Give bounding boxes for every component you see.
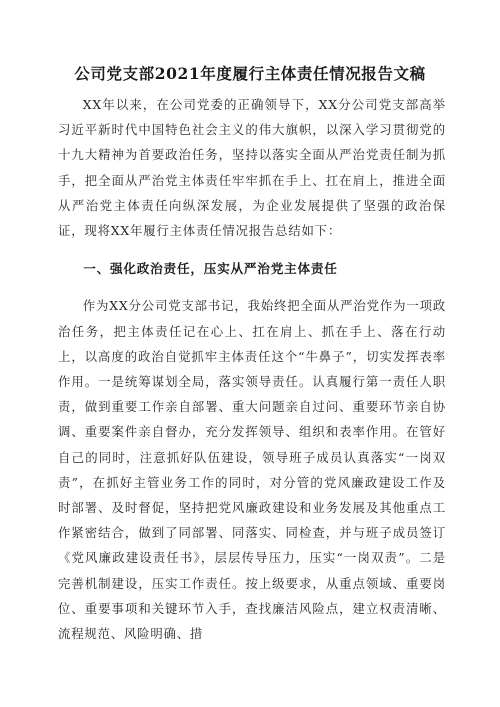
document-body: [58, 92, 446, 646]
section-heading: 一、强化政治责任，压实从严治党主体责任: [83, 261, 338, 277]
section-paragraph: 作为XX分公司党支部书记，我始终把全面从严治党作为一项政治任务，把主体责任记在心上、扛在肩上、抓在手上、落在行动上，以高度的政治自觉抓牢主体责任这个“牛鼻子”，切实发挥表率作用。一是统筹谋划全局，落实领导责任。认真履行第一责任人职责，做到重要工作亲自部署、重大问题亲自过问、重要环节亲自协调、重要案件亲自督办，充分发挥领导、组织和表率作用。在管好自己的同时，注意抓好队伍建设，领导班子成员认真落实“一岗双责”，在抓好主管业务工作的同时，对分管的党风廉政建设工作及时部署、及时督促，坚持把党风廉政建设和业务发展及其他重点工作紧密结合，做到了同部署、同落实、同检查，并与班子成员签订《党风廉政建设责任书》，层层传导压力，压实“一岗双责”。二是完善机制建设，压实工作责任。按上级要求，从重点领域、重要岗位、重要事项和关键环节入手，查找廉洁风险点，建立权责清晰、流程规范、风险明确、措: [58, 298, 446, 642]
intro-paragraph: XX年以来，在公司党委的正确领导下，XX分公司党支部高举习近平新时代中国特色社会主义的伟大旗帜，以深入学习贯彻党的十九大精神为首要政治任务，坚持以落实全面从严治党责任制为抓手，把全面从严治党主体责任牢牢抓在手上、扛在肩上，推进全面从严治党主体责任向纵深发展，为企业发展提供了坚强的政治保证，现将XX年履行主体责任情况报告总结如下：: [58, 97, 446, 239]
document-title: 公司党支部2021年度履行主体责任情况报告文稿: [74, 64, 426, 83]
